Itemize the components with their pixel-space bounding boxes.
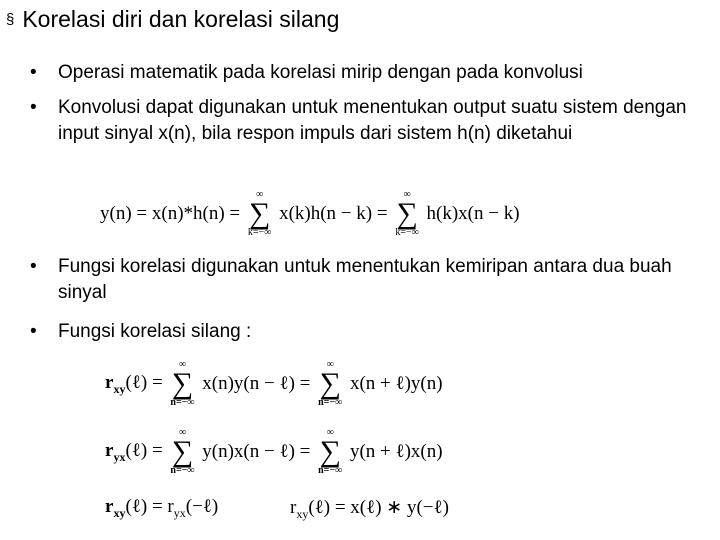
r-symbol: r (290, 497, 297, 518)
r-subscript: xy (296, 507, 309, 521)
sigma-icon: ∑ (171, 367, 194, 400)
r-symbol: r (105, 371, 114, 393)
sigma-icon: ∑ (319, 367, 341, 400)
formula-arg: (ℓ) = (125, 439, 163, 461)
r-subscript: yx (173, 506, 186, 520)
sigma-icon: ∑ (396, 197, 418, 230)
r-symbol: r (105, 496, 114, 517)
formula-part: (−ℓ) (185, 496, 219, 517)
formula-arg: (ℓ) = (125, 371, 163, 393)
sum-lower-limit: n=−∞ (318, 397, 343, 408)
slide-title (6, 6, 339, 33)
r-subscript: xy (113, 381, 126, 396)
sum-symbol (170, 360, 194, 408)
sum-upper-limit: ∞ (326, 427, 334, 438)
r-symbol: r (105, 439, 114, 461)
sigma-icon: ∑ (319, 435, 341, 468)
title-text: Korelasi diri dan korelasi silang (22, 6, 340, 32)
sigma-icon: ∑ (248, 197, 271, 230)
sum-upper-limit: ∞ (326, 359, 334, 370)
formula-part: (ℓ) = x(ℓ) ∗ y(−ℓ) (308, 497, 449, 518)
bullet-dot-icon: • (30, 321, 37, 342)
formula-term: x(k)h(n − k) = (279, 203, 388, 224)
r-subscript: xy (113, 506, 126, 520)
formula-term: x(n)y(n − ℓ) = (202, 373, 311, 394)
sum-upper-limit: ∞ (403, 189, 411, 200)
sum-lower-limit: k=−∞ (395, 227, 419, 238)
bullet-text: Operasi matematik pada korelasi mirip dengan pada konvolusi (58, 62, 583, 83)
formula-term: y(n + ℓ)x(n) (349, 441, 443, 462)
convolution-formula (100, 190, 520, 238)
sum-symbol (395, 190, 418, 238)
sum-symbol (170, 428, 194, 476)
sum-symbol (248, 190, 271, 238)
bullet-dot-icon: • (30, 97, 37, 118)
bullet-text: Fungsi korelasi silang : (58, 321, 252, 342)
formula-part: (ℓ) = r (125, 496, 174, 517)
sum-lower-limit: n=−∞ (170, 465, 195, 476)
ryx-formula (105, 428, 443, 476)
sigma-icon: ∑ (171, 435, 194, 468)
bullet-text: Konvolusi dapat digunakan untuk menentukan output suatu sistem dengan input sinyal x(n), bila respon impuls dari sistem h(n) diketahui (58, 97, 687, 144)
sum-symbol (318, 428, 342, 476)
r-subscript: yx (113, 449, 126, 464)
symmetry-relation (105, 496, 218, 521)
bullet-dot-icon: • (30, 256, 37, 277)
sum-symbol (318, 360, 342, 408)
sum-upper-limit: ∞ (178, 359, 187, 370)
sum-lower-limit: n=−∞ (318, 465, 343, 476)
rxy-formula (105, 360, 443, 408)
convolution-relation (290, 496, 449, 522)
formula-term: h(k)x(n − k) (426, 203, 520, 224)
bullet-text: Fungsi korelasi digunakan untuk menentukan kemiripan antara dua buah sinyal (58, 256, 672, 303)
formula-term: x(n + ℓ)y(n) (349, 373, 443, 394)
sum-upper-limit: ∞ (178, 427, 187, 438)
formula-lhs: y(n) = x(n)*h(n) = (100, 203, 241, 224)
sum-lower-limit: n=−∞ (170, 397, 195, 408)
sum-lower-limit: k=−∞ (247, 227, 272, 238)
sum-upper-limit: ∞ (256, 189, 264, 200)
formula-term: y(n)x(n − ℓ) = (202, 441, 311, 462)
title-bullet-icon: § (6, 11, 15, 28)
bullet-dot-icon: • (30, 62, 37, 83)
